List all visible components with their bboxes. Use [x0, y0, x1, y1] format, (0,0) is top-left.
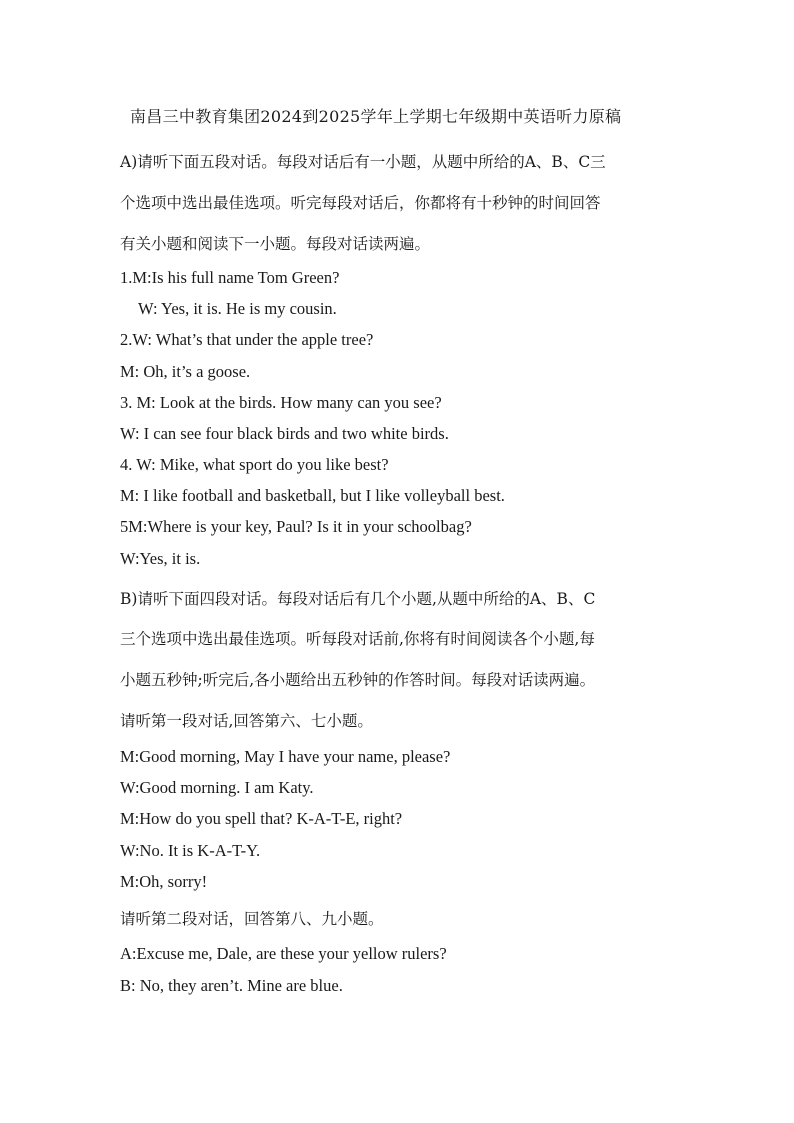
dialogue-line: W: I can see four black birds and two white birds. [120, 424, 449, 443]
section-b-instruction-line-1: B)请听下面四段对话。每段对话后有几个小题,从题中所给的A、B、C [120, 590, 596, 608]
dialogue-line: M:Good morning, May I have your name, please? [120, 747, 451, 766]
dialogue-line: B: No, they aren’t. Mine are blue. [120, 976, 343, 995]
dialogue-line: W:Good morning. I am Katy. [120, 778, 314, 797]
dialogue-line: 4. W: Mike, what sport do you like best? [120, 455, 389, 474]
section-b-instruction-line-2: 三个选项中选出最佳选项。听每段对话前,你将有时间阅读各个小题,每 [120, 630, 595, 648]
dialogue-line: 5M:Where is your key, Paul? Is it in your schoolbag? [120, 517, 472, 536]
dialogue-line: 1.M:Is his full name Tom Green? [120, 268, 340, 287]
dialogue-line: M: I like football and basketball, but I like volleyball best. [120, 486, 505, 505]
dialogue-line: 3. M: Look at the birds. How many can you see? [120, 393, 442, 412]
dialogue-2-heading: 请听第二段对话，回答第八、九小题。 [120, 910, 384, 928]
dialogue-line: W:Yes, it is. [120, 549, 201, 568]
dialogue-line: A:Excuse me, Dale, are these your yellow rulers? [120, 944, 447, 963]
dialogue-line: M:How do you spell that? K-A-T-E, right? [120, 809, 403, 828]
dialogue-line: W:No. It is K-A-T-Y. [120, 841, 261, 860]
section-a-instruction-line-3: 有关小题和阅读下一小题。每段对话读两遍。 [120, 235, 431, 253]
section-a-instruction-line-1: A)请听下面五段对话。每段对话后有一小题，从题中所给的A、B、C三 [120, 153, 606, 171]
dialogue-line: M:Oh, sorry! [120, 872, 208, 891]
dialogue-line: W: Yes, it is. He is my cousin. [138, 299, 337, 318]
dialogue-1-heading: 请听第一段对话,回答第六、七小题。 [120, 712, 373, 730]
dialogue-line: M: Oh, it’s a goose. [120, 362, 251, 381]
dialogue-line: 2.W: What’s that under the apple tree? [120, 330, 374, 349]
section-a-instruction-line-2: 个选项中选出最佳选项。听完每段对话后，你都将有十秒钟的时间回答 [120, 194, 601, 212]
document-title: 南昌三中教育集团2024到2025学年上学期七年级期中英语听力原稿 [130, 107, 622, 126]
section-b-instruction-line-3: 小题五秒钟;听完后,各小题给出五秒钟的作答时间。每段对话读两遍。 [120, 671, 596, 689]
